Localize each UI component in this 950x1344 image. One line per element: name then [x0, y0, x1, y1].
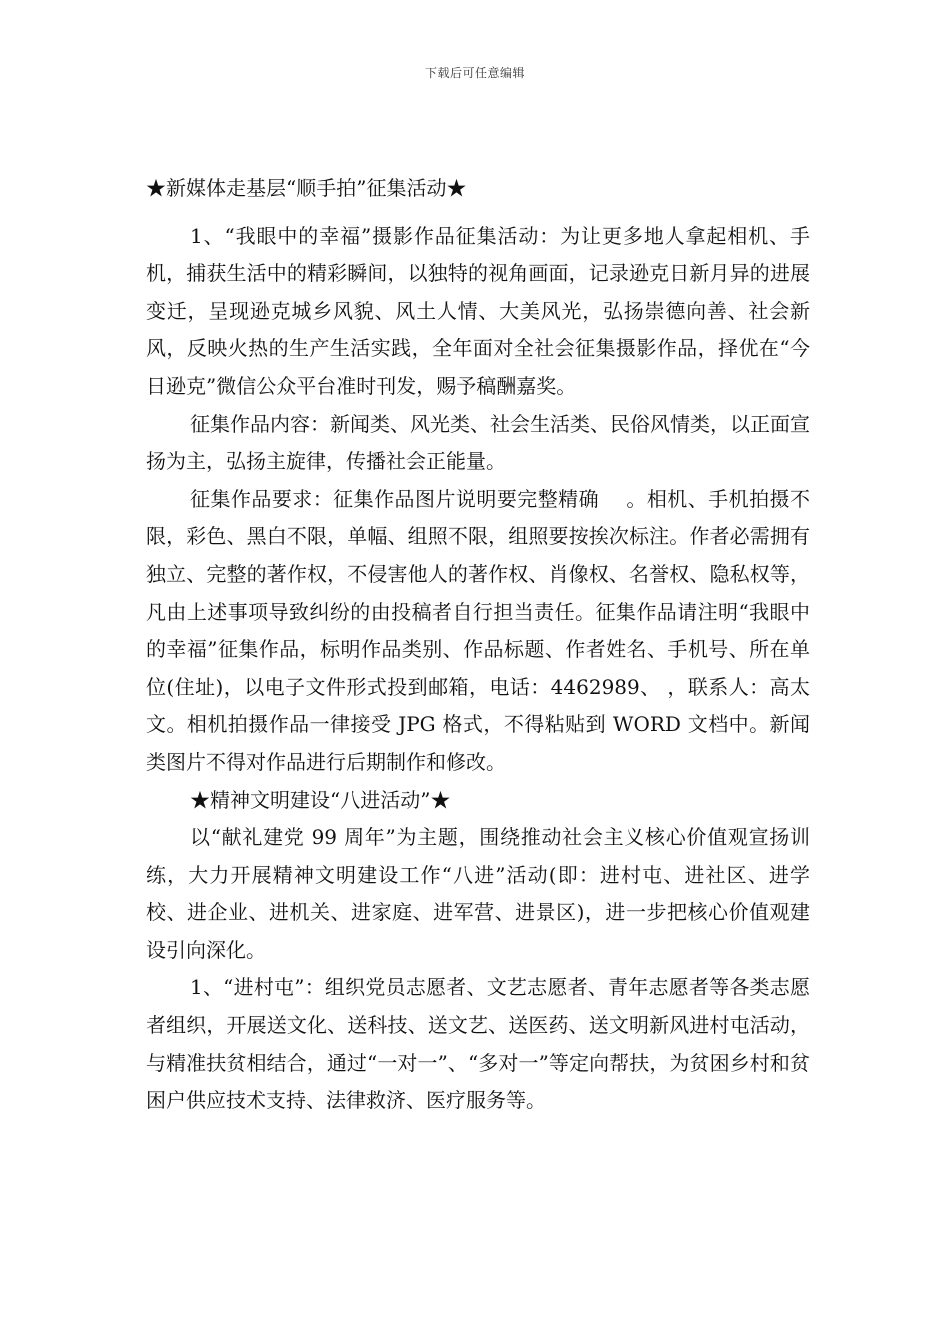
- document-body: [146, 170, 810, 1120]
- paragraph-happiness-photo-contest: 1、“我眼中的幸福”摄影作品征集活动：为让更多地人拿起相机、手机，捕获生活中的精彩瞬间，以独特的视角画面，记录逊克日新月异的进展变迁，呈现逊克城乡风貌、风土人情、大美风光，弘扬崇德向善、社会新风，反映火热的生产生活实践，全年面对全社会征集摄影作品，择优在“今日逊克”微信公众平台准时刊发，赐予稿酬嘉奖。: [146, 223, 810, 398]
- paragraph-submission-content: 征集作品内容：新闻类、风光类、社会生活类、民俗风情类，以正面宣扬为主，弘扬主旋律，传播社会正能量。: [146, 411, 810, 474]
- paragraph-enter-villages: 1、“进村屯”：组织党员志愿者、文艺志愿者、青年志愿者等各类志愿者组织，开展送文化、送科技、送文艺、送医药、送文明新风进村屯活动，与精准扶贫相结合，通过“一对一”、“多对一”等定向帮扶，为贫困乡村和贫困户供应技术支持、法律救济、医疗服务等。: [146, 975, 810, 1113]
- page-header: 下载后可任意编辑: [424, 66, 525, 80]
- paragraph-eight-entries-intro: 以“献礼建党 99 周年”为主题，围绕推动社会主义核心价值观宣扬训练，大力开展精神文明建设工作“八进”活动(即：进村屯、进社区、进学校、进企业、进机关、进家庭、进军营、进景区)，进一步把核心价值观建设引向深化。: [146, 825, 810, 962]
- paragraph-submission-requirements: 征集作品要求：征集作品图片说明要完整精确 。相机、手机拍摄不限，彩色、黑白不限，单幅、组照不限，组照要按挨次标注。作者必需拥有独立、完整的著作权，不侵害他人的著作权、肖像权、名誉权、隐私权等，凡由上述事项导致纠纷的由投稿者自行担当责任。征集作品请注明“我眼中的幸福”征集作品，标明作品类别、作品标题、作者姓名、手机号、所在单位(住址)，以电子文件形式投到邮箱，电话：4462989、 ，联系人：高太文。相机拍摄作品一律接受 JPG 格式，不得粘贴到 WORD 文档中。新闻类图片不得对作品进行后期制作和修改。: [146, 486, 810, 774]
- section-title-eight-entries: ★精神文明建设“八进活动”★: [190, 787, 451, 812]
- section-title-new-media: ★新媒体走基层“顺手拍”征集活动★: [146, 176, 467, 200]
